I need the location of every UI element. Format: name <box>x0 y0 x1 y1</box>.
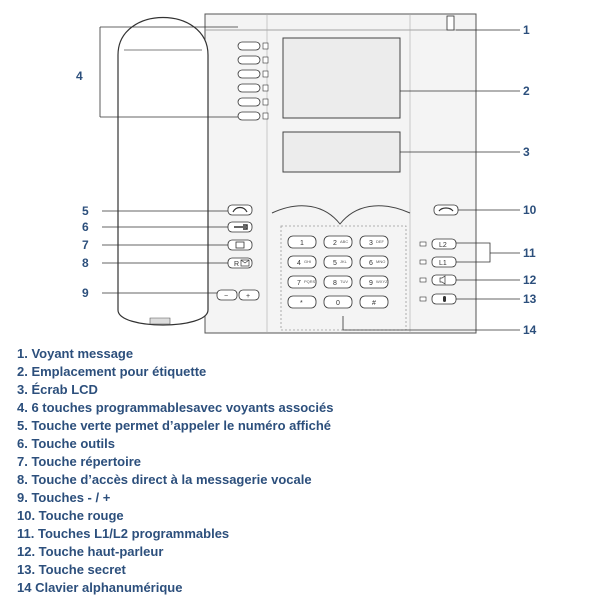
line-key-l1-label: L1 <box>439 260 447 267</box>
line-key-l2-label: L2 <box>439 242 447 249</box>
keypad-letters: WXYZ <box>376 279 388 284</box>
volume-up-label: + <box>246 293 251 300</box>
label-area <box>283 38 400 118</box>
legend-item: 10. Touche rouge <box>17 508 124 523</box>
legend-item: 7. Touche répertoire <box>17 454 142 469</box>
keypad-key[interactable] <box>324 256 352 268</box>
legend-item: 1. Voyant message <box>17 346 134 361</box>
keypad-key[interactable] <box>360 236 388 248</box>
keypad-key[interactable] <box>360 276 388 288</box>
callout-number: 5 <box>82 204 89 218</box>
legend-item: 12. Touche haut-parleur <box>17 544 164 559</box>
key-led <box>263 43 268 49</box>
callout-number: 11 <box>523 246 536 260</box>
legend-item: 4. 6 touches programmablesavec voyants associés <box>17 400 334 415</box>
keypad-key[interactable] <box>324 276 352 288</box>
keypad-letters: JKL <box>340 259 347 264</box>
keypad-key[interactable] <box>288 236 316 248</box>
keypad-key[interactable] <box>324 296 352 308</box>
legend-item: 13. Touche secret <box>17 562 126 577</box>
keypad-digit: 1 <box>300 240 304 247</box>
programmable-key[interactable] <box>238 56 260 64</box>
keypad-key[interactable] <box>324 236 352 248</box>
programmable-key[interactable] <box>238 112 260 120</box>
voicemail-key-label: R <box>234 261 240 268</box>
message-light <box>447 16 454 30</box>
keypad-letters: GHI <box>304 259 312 264</box>
green-call-button[interactable] <box>228 205 252 215</box>
line-key-led <box>420 242 426 246</box>
programmable-key[interactable] <box>238 98 260 106</box>
handset <box>118 18 208 326</box>
keypad-digit: 5 <box>333 260 337 267</box>
mute-led <box>420 297 426 301</box>
keypad-key[interactable] <box>288 276 316 288</box>
keypad-letters: DEF <box>376 239 384 244</box>
keypad-digit: 4 <box>297 260 301 267</box>
legend-item: 3. Écrab LCD <box>17 382 98 397</box>
keypad-letters: MNO <box>376 259 386 264</box>
callout-number: 12 <box>523 273 537 287</box>
legend-item: 14 Clavier alphanumérique <box>17 580 183 595</box>
lcd-screen <box>283 132 400 172</box>
keypad-digit: # <box>372 300 376 307</box>
callout-number: 2 <box>523 84 530 98</box>
legend-item: 8. Touche d’accès direct à la messagerie vocale <box>17 472 312 487</box>
callout-number: 10 <box>523 203 537 217</box>
callout-number: 13 <box>523 292 537 306</box>
keypad-key[interactable] <box>288 256 316 268</box>
keypad-key-shape[interactable] <box>324 256 352 268</box>
keypad-digit: 2 <box>333 240 337 247</box>
keypad-digit: 9 <box>369 280 373 287</box>
callout-number: 3 <box>523 145 530 159</box>
line-key-led <box>420 260 426 264</box>
keypad-digit: 8 <box>333 280 337 287</box>
key-led <box>263 113 268 119</box>
keypad-letters: TUV <box>340 279 348 284</box>
callout-number: 14 <box>523 323 537 337</box>
legend-list <box>17 345 334 597</box>
callout-number: 6 <box>82 220 89 234</box>
keypad-digit: 6 <box>369 260 373 267</box>
keypad-key[interactable] <box>360 296 388 308</box>
callout-number: 7 <box>82 238 89 252</box>
directory-button[interactable] <box>228 240 252 250</box>
key-led <box>263 99 268 105</box>
keypad-letters: ABC <box>340 239 349 244</box>
voicemail-button[interactable] <box>228 258 252 268</box>
callout-number: 1 <box>523 23 530 37</box>
legend-item: 6. Touche outils <box>17 436 115 451</box>
programmable-key[interactable] <box>238 42 260 50</box>
callout-number: 9 <box>82 286 89 300</box>
key-led <box>263 85 268 91</box>
keypad-digit: * <box>300 300 303 307</box>
keypad-key[interactable] <box>360 256 388 268</box>
programmable-key[interactable] <box>238 84 260 92</box>
programmable-key[interactable] <box>238 70 260 78</box>
callout-number: 4 <box>76 69 83 83</box>
keypad-digit: 7 <box>297 280 301 287</box>
legend-item: 9. Touches - / + <box>17 490 111 505</box>
microphone-icon <box>443 296 446 302</box>
red-hangup-button[interactable] <box>434 205 458 215</box>
key-led <box>263 57 268 63</box>
keypad-letters: PQRS <box>304 279 316 284</box>
keypad-digit: 3 <box>369 240 373 247</box>
legend-item: 11. Touches L1/L2 programmables <box>17 526 230 541</box>
keypad-digit: 0 <box>336 300 340 307</box>
speaker-led <box>420 278 426 282</box>
legend-item: 2. Emplacement pour étiquette <box>17 364 207 379</box>
keypad-key-shape[interactable] <box>288 256 316 268</box>
callout-number: 8 <box>82 256 89 270</box>
volume-down-label: − <box>224 293 229 300</box>
keypad-key[interactable] <box>288 296 316 308</box>
key-led <box>263 71 268 77</box>
legend-item: 5. Touche verte permet d’appeler le numéro affiché <box>17 418 332 433</box>
